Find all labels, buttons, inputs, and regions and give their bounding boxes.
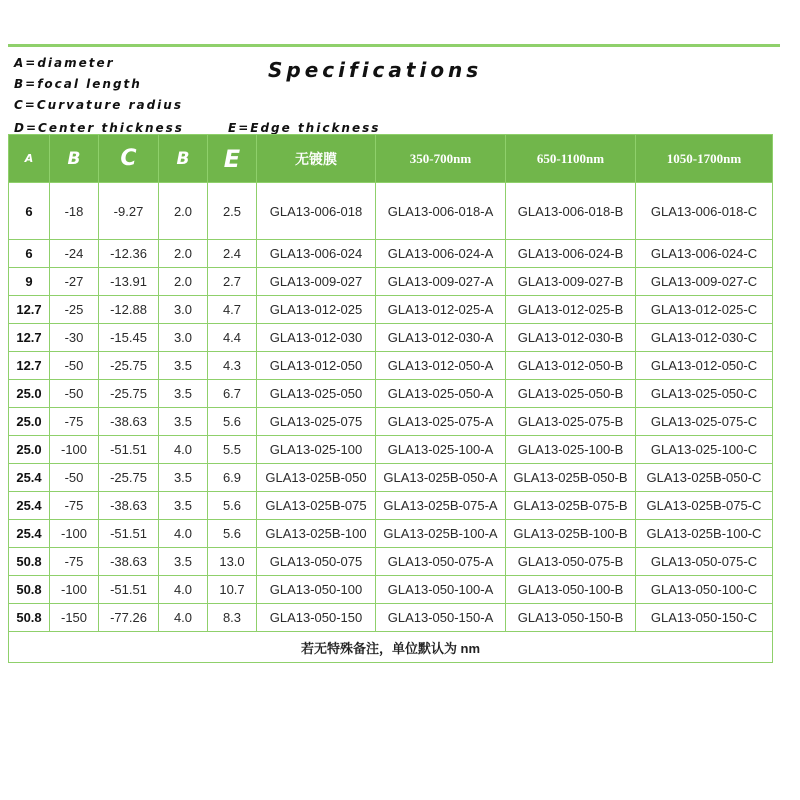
cell-part-650-1100nm: GLA13-012-025-B: [506, 296, 636, 324]
header-350-700nm: 350-700nm: [376, 135, 506, 183]
legend-focal-length: B=focal length: [14, 77, 142, 91]
cell-edge-thickness: 6.7: [208, 380, 257, 408]
table-body: [9, 183, 773, 663]
cell-part-650-1100nm: GLA13-025B-100-B: [506, 520, 636, 548]
cell-part-350-700nm: GLA13-009-027-A: [376, 268, 506, 296]
cell-part-350-700nm: GLA13-012-025-A: [376, 296, 506, 324]
legend-diameter: A=diameter: [14, 56, 115, 70]
cell-edge-thickness: 5.6: [208, 492, 257, 520]
cell-edge-thickness: 4.7: [208, 296, 257, 324]
cell-part-650-1100nm: GLA13-025-075-B: [506, 408, 636, 436]
table-row: [9, 520, 773, 548]
cell-part-1050-1700nm: GLA13-050-100-C: [636, 576, 773, 604]
cell-part-1050-1700nm: GLA13-006-018-C: [636, 183, 773, 240]
cell-part-uncoated: GLA13-025-075: [257, 408, 376, 436]
cell-focal-length: -30: [50, 324, 99, 352]
cell-part-uncoated: GLA13-050-150: [257, 604, 376, 632]
cell-curvature-radius: -25.75: [99, 352, 159, 380]
cell-focal-length: -27: [50, 268, 99, 296]
cell-part-1050-1700nm: GLA13-025-100-C: [636, 436, 773, 464]
cell-part-350-700nm: GLA13-025B-100-A: [376, 520, 506, 548]
cell-center-thickness: 3.5: [159, 464, 208, 492]
cell-part-1050-1700nm: GLA13-025B-100-C: [636, 520, 773, 548]
cell-curvature-radius: -51.51: [99, 436, 159, 464]
cell-edge-thickness: 6.9: [208, 464, 257, 492]
cell-part-1050-1700nm: GLA13-025B-075-C: [636, 492, 773, 520]
cell-part-350-700nm: GLA13-006-024-A: [376, 240, 506, 268]
cell-part-1050-1700nm: GLA13-012-030-C: [636, 324, 773, 352]
cell-center-thickness: 4.0: [159, 604, 208, 632]
cell-diameter: 9: [9, 268, 50, 296]
cell-center-thickness: 2.0: [159, 183, 208, 240]
cell-part-650-1100nm: GLA13-006-018-B: [506, 183, 636, 240]
top-divider: [8, 44, 780, 47]
cell-center-thickness: 4.0: [159, 576, 208, 604]
cell-part-1050-1700nm: GLA13-012-050-C: [636, 352, 773, 380]
cell-part-uncoated: GLA13-025B-100: [257, 520, 376, 548]
header-1050-1700nm: 1050-1700nm: [636, 135, 773, 183]
cell-diameter: 25.0: [9, 408, 50, 436]
table-header-row: [9, 135, 773, 183]
table-row: [9, 380, 773, 408]
cell-diameter: 50.8: [9, 576, 50, 604]
cell-part-uncoated: GLA13-012-030: [257, 324, 376, 352]
table-row: [9, 604, 773, 632]
cell-part-1050-1700nm: GLA13-025B-050-C: [636, 464, 773, 492]
cell-edge-thickness: 4.3: [208, 352, 257, 380]
cell-part-650-1100nm: GLA13-050-150-B: [506, 604, 636, 632]
cell-part-350-700nm: GLA13-006-018-A: [376, 183, 506, 240]
header-c: C: [99, 135, 159, 183]
page-title: Specifications: [268, 58, 483, 82]
cell-center-thickness: 2.0: [159, 268, 208, 296]
cell-part-1050-1700nm: GLA13-025-050-C: [636, 380, 773, 408]
cell-edge-thickness: 13.0: [208, 548, 257, 576]
cell-edge-thickness: 5.6: [208, 408, 257, 436]
cell-part-uncoated: GLA13-025-100: [257, 436, 376, 464]
cell-center-thickness: 4.0: [159, 436, 208, 464]
cell-part-350-700nm: GLA13-025-100-A: [376, 436, 506, 464]
table-row: [9, 296, 773, 324]
cell-part-350-700nm: GLA13-050-100-A: [376, 576, 506, 604]
cell-focal-length: -100: [50, 576, 99, 604]
cell-part-uncoated: GLA13-006-018: [257, 183, 376, 240]
cell-diameter: 25.0: [9, 380, 50, 408]
header-b: B: [50, 135, 99, 183]
cell-part-650-1100nm: GLA13-025B-050-B: [506, 464, 636, 492]
cell-part-1050-1700nm: GLA13-025-075-C: [636, 408, 773, 436]
header-d: B: [159, 135, 208, 183]
cell-curvature-radius: -25.75: [99, 464, 159, 492]
cell-center-thickness: 3.0: [159, 296, 208, 324]
cell-curvature-radius: -51.51: [99, 576, 159, 604]
cell-part-650-1100nm: GLA13-050-075-B: [506, 548, 636, 576]
cell-diameter: 25.4: [9, 520, 50, 548]
cell-focal-length: -24: [50, 240, 99, 268]
cell-part-650-1100nm: GLA13-012-050-B: [506, 352, 636, 380]
header-e: E: [208, 135, 257, 183]
cell-edge-thickness: 5.5: [208, 436, 257, 464]
cell-center-thickness: 3.5: [159, 408, 208, 436]
cell-part-350-700nm: GLA13-025B-075-A: [376, 492, 506, 520]
table-row: [9, 436, 773, 464]
cell-center-thickness: 3.5: [159, 380, 208, 408]
cell-part-1050-1700nm: GLA13-009-027-C: [636, 268, 773, 296]
cell-part-uncoated: GLA13-012-025: [257, 296, 376, 324]
cell-focal-length: -75: [50, 408, 99, 436]
cell-part-350-700nm: GLA13-025B-050-A: [376, 464, 506, 492]
cell-part-uncoated: GLA13-025B-050: [257, 464, 376, 492]
table-row: [9, 492, 773, 520]
cell-focal-length: -18: [50, 183, 99, 240]
legend-center-thickness: D=Center thickness: [14, 121, 184, 135]
cell-edge-thickness: 10.7: [208, 576, 257, 604]
cell-edge-thickness: 2.5: [208, 183, 257, 240]
cell-curvature-radius: -38.63: [99, 492, 159, 520]
cell-curvature-radius: -51.51: [99, 520, 159, 548]
cell-part-650-1100nm: GLA13-025-100-B: [506, 436, 636, 464]
cell-part-350-700nm: GLA13-025-050-A: [376, 380, 506, 408]
cell-part-1050-1700nm: GLA13-050-075-C: [636, 548, 773, 576]
cell-diameter: 25.4: [9, 464, 50, 492]
cell-center-thickness: 3.5: [159, 352, 208, 380]
cell-focal-length: -100: [50, 436, 99, 464]
cell-diameter: 50.8: [9, 548, 50, 576]
table-row: [9, 576, 773, 604]
table-row: [9, 548, 773, 576]
cell-diameter: 25.0: [9, 436, 50, 464]
cell-focal-length: -150: [50, 604, 99, 632]
cell-edge-thickness: 4.4: [208, 324, 257, 352]
cell-curvature-radius: -15.45: [99, 324, 159, 352]
cell-focal-length: -50: [50, 352, 99, 380]
cell-curvature-radius: -12.88: [99, 296, 159, 324]
cell-part-650-1100nm: GLA13-012-030-B: [506, 324, 636, 352]
cell-center-thickness: 3.0: [159, 324, 208, 352]
cell-part-650-1100nm: GLA13-006-024-B: [506, 240, 636, 268]
cell-diameter: 25.4: [9, 492, 50, 520]
cell-curvature-radius: -38.63: [99, 408, 159, 436]
cell-part-350-700nm: GLA13-025-075-A: [376, 408, 506, 436]
cell-part-350-700nm: GLA13-050-075-A: [376, 548, 506, 576]
cell-part-uncoated: GLA13-012-050: [257, 352, 376, 380]
cell-center-thickness: 3.5: [159, 492, 208, 520]
cell-part-650-1100nm: GLA13-025B-075-B: [506, 492, 636, 520]
header-a: A: [9, 135, 50, 183]
cell-curvature-radius: -9.27: [99, 183, 159, 240]
cell-curvature-radius: -13.91: [99, 268, 159, 296]
cell-diameter: 50.8: [9, 604, 50, 632]
cell-diameter: 12.7: [9, 352, 50, 380]
cell-curvature-radius: -25.75: [99, 380, 159, 408]
cell-focal-length: -50: [50, 380, 99, 408]
cell-part-uncoated: GLA13-050-100: [257, 576, 376, 604]
cell-edge-thickness: 2.7: [208, 268, 257, 296]
table-row: [9, 240, 773, 268]
cell-part-uncoated: GLA13-006-024: [257, 240, 376, 268]
cell-part-350-700nm: GLA13-012-050-A: [376, 352, 506, 380]
table-row: [9, 183, 773, 240]
cell-part-350-700nm: GLA13-012-030-A: [376, 324, 506, 352]
header-650-1100nm: 650-1100nm: [506, 135, 636, 183]
header-uncoated: 无镀膜: [257, 135, 376, 183]
cell-center-thickness: 2.0: [159, 240, 208, 268]
legend-curvature-radius: C=Curvature radius: [14, 98, 183, 112]
cell-part-650-1100nm: GLA13-025-050-B: [506, 380, 636, 408]
table-row: [9, 352, 773, 380]
cell-focal-length: -50: [50, 464, 99, 492]
cell-center-thickness: 4.0: [159, 520, 208, 548]
cell-curvature-radius: -38.63: [99, 548, 159, 576]
cell-part-650-1100nm: GLA13-050-100-B: [506, 576, 636, 604]
cell-curvature-radius: -12.36: [99, 240, 159, 268]
table-row: [9, 268, 773, 296]
note-row: [9, 632, 773, 663]
cell-part-1050-1700nm: GLA13-006-024-C: [636, 240, 773, 268]
cell-diameter: 12.7: [9, 324, 50, 352]
table-row: [9, 408, 773, 436]
cell-focal-length: -75: [50, 492, 99, 520]
cell-edge-thickness: 8.3: [208, 604, 257, 632]
cell-diameter: 6: [9, 183, 50, 240]
cell-edge-thickness: 5.6: [208, 520, 257, 548]
cell-edge-thickness: 2.4: [208, 240, 257, 268]
cell-curvature-radius: -77.26: [99, 604, 159, 632]
table-row: [9, 464, 773, 492]
cell-diameter: 6: [9, 240, 50, 268]
cell-diameter: 12.7: [9, 296, 50, 324]
cell-focal-length: -75: [50, 548, 99, 576]
unit-note: 若无特殊备注，单位默认为 nm: [9, 632, 773, 663]
cell-part-uncoated: GLA13-009-027: [257, 268, 376, 296]
cell-part-uncoated: GLA13-050-075: [257, 548, 376, 576]
cell-center-thickness: 3.5: [159, 548, 208, 576]
legend-edge-thickness: E=Edge thickness: [228, 121, 381, 135]
cell-part-1050-1700nm: GLA13-012-025-C: [636, 296, 773, 324]
cell-part-350-700nm: GLA13-050-150-A: [376, 604, 506, 632]
cell-part-1050-1700nm: GLA13-050-150-C: [636, 604, 773, 632]
spec-table: [8, 134, 773, 663]
table-row: [9, 324, 773, 352]
cell-focal-length: -100: [50, 520, 99, 548]
cell-part-uncoated: GLA13-025B-075: [257, 492, 376, 520]
cell-part-uncoated: GLA13-025-050: [257, 380, 376, 408]
cell-focal-length: -25: [50, 296, 99, 324]
cell-part-650-1100nm: GLA13-009-027-B: [506, 268, 636, 296]
